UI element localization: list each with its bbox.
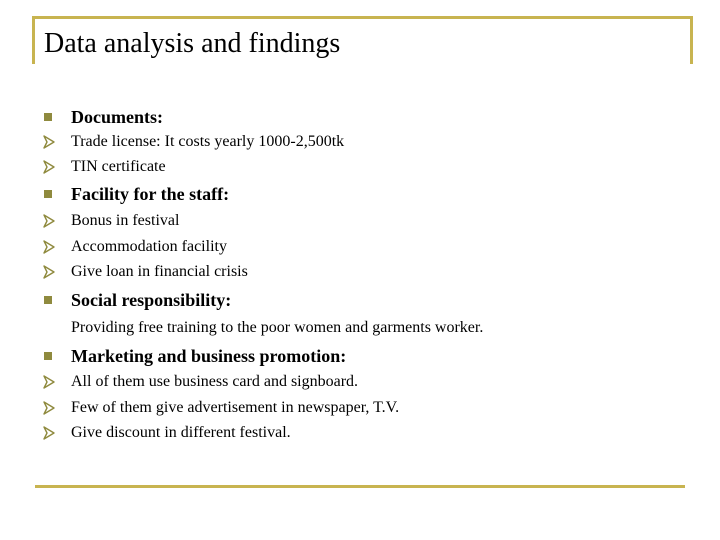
frame-bottom-line [35, 485, 685, 488]
list-item: Few of them give advertisement in newspaper, T.V. [71, 399, 400, 416]
arrow-bullet-icon [43, 426, 55, 440]
list-item: Bonus in festival [71, 212, 180, 229]
section-heading-documents: Documents: [71, 107, 163, 127]
frame-left-line [32, 16, 35, 64]
list-item: TIN certificate [71, 158, 166, 175]
arrow-bullet-icon [43, 375, 55, 389]
section-heading-social: Social responsibility: [71, 290, 232, 310]
list-item: Trade license: It costs yearly 1000-2,500tk [71, 133, 345, 150]
section-heading-staff: Facility for the staff: [71, 184, 230, 204]
paragraph-text: Providing free training to the poor women and garments worker. [71, 319, 484, 336]
frame-right-line [690, 16, 693, 64]
list-item: All of them use business card and signboard. [71, 373, 359, 390]
list-item: Give loan in financial crisis [71, 263, 248, 280]
square-bullet-icon [44, 296, 52, 304]
arrow-bullet-icon [43, 214, 55, 228]
frame-top-line [32, 16, 693, 19]
arrow-bullet-icon [43, 240, 55, 254]
list-item: Give discount in different festival. [71, 424, 291, 441]
list-item: Accommodation facility [71, 238, 227, 255]
square-bullet-icon [44, 352, 52, 360]
square-bullet-icon [44, 113, 52, 121]
arrow-bullet-icon [43, 265, 55, 279]
section-heading-marketing: Marketing and business promotion: [71, 346, 347, 366]
arrow-bullet-icon [43, 401, 55, 415]
square-bullet-icon [44, 190, 52, 198]
slide-title: Data analysis and findings [44, 28, 341, 59]
arrow-bullet-icon [43, 160, 55, 174]
arrow-bullet-icon [43, 135, 55, 149]
